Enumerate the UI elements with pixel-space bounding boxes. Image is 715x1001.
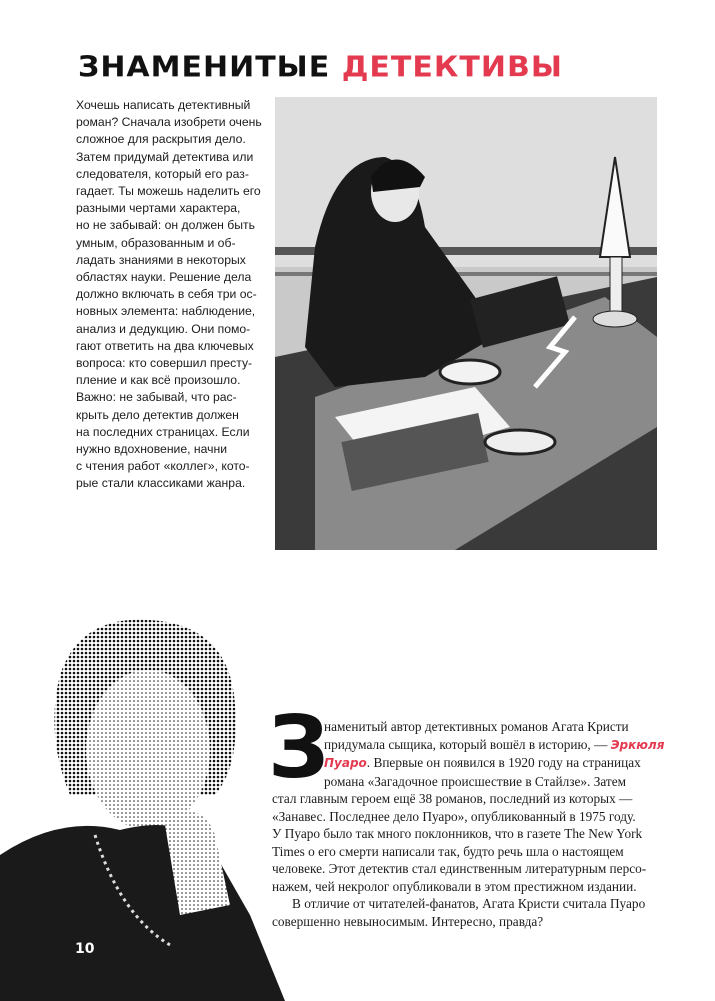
intro-line: но не забывай: он должен быть xyxy=(76,218,255,233)
article-line: совершенно невыносимым. Интересно, правда? xyxy=(272,913,544,929)
drop-cap: З xyxy=(268,698,330,798)
intro-paragraph xyxy=(76,97,271,493)
intro-line: Затем придумай детектива или xyxy=(76,149,254,164)
article-line: Times о его смерти написали так, будто речь шла о настоящем xyxy=(272,843,624,859)
article-text: придумала сыщика, который вошёл в историю, — xyxy=(324,736,611,752)
intro-line: нужно вдохновение, начни xyxy=(76,442,228,457)
intro-line: на последних страницах. Если xyxy=(76,424,250,439)
article-text: . Впервые он появился в 1920 году на страницах xyxy=(366,755,641,770)
intro-line: новных элемента: наблюдение, xyxy=(76,304,256,319)
intro-line: гадает. Ты можешь наделить его xyxy=(76,184,261,199)
intro-line: Важно: не забывай, что рас- xyxy=(76,390,237,405)
article-line: романа «Загадочное происшествие в Стайлзе». Затем xyxy=(324,773,627,789)
intro-line: должно включать в себя три ос- xyxy=(76,287,257,302)
article-line: У Пуаро было так много поклонников, что в газете The New York xyxy=(272,826,643,841)
intro-line: областях науки. Решение дела xyxy=(76,270,252,285)
intro-line: ладать знаниями в некоторых xyxy=(76,252,246,267)
agatha-christie-portrait xyxy=(0,615,285,1001)
detective-typewriter-illustration xyxy=(275,97,657,550)
intro-line: рые стали классиками жанра. xyxy=(76,476,246,491)
intro-line: пление и как всё произошло. xyxy=(76,373,241,388)
intro-line: следователя, который его раз- xyxy=(76,166,249,181)
article-line: человеке. Этот детектив стал единственным литературным персо- xyxy=(272,861,647,876)
title-part-red: ДЕТЕКТИВЫ xyxy=(341,50,563,85)
intro-line: с чтения работ «коллег», кото- xyxy=(76,459,250,474)
article-body xyxy=(272,718,672,930)
article-line xyxy=(272,754,672,773)
intro-line: крыть дело детектив должен xyxy=(76,407,239,422)
poirot-highlight: Пуаро xyxy=(324,756,367,770)
title-part-black: ЗНАМЕНИТЫЕ xyxy=(78,50,331,85)
article-line: «Занавес. Последнее дело Пуаро», опубликованный в 1975 году. xyxy=(272,808,636,824)
article-line: В отличие от читателей-фанатов, Агата Кристи считала Пуаро xyxy=(292,896,646,911)
page-number: 10 xyxy=(75,941,95,957)
article-line: стал главным героем ещё 38 романов, последний из которых — xyxy=(272,791,633,806)
intro-line: гают ответить на два ключевых xyxy=(76,338,254,353)
article-line xyxy=(272,736,672,755)
poirot-highlight: Эркюля xyxy=(610,737,665,752)
article-line: наменитый автор детективных романов Агата Кристи xyxy=(324,719,629,734)
intro-line: Хочешь написать детективный xyxy=(76,98,251,112)
intro-line: сложное для раскрытия дело. xyxy=(76,132,246,147)
article-line: нажем, чей некролог опубликовали в этом престижном издании. xyxy=(272,878,637,894)
intro-line: анализ и дедукцию. Они помо- xyxy=(76,321,251,336)
intro-line: вопроса: кто совершил престу- xyxy=(76,356,253,371)
intro-line: роман? Сначала изобрети очень xyxy=(76,115,262,130)
intro-line: умным, образованным и об- xyxy=(76,235,236,250)
page-title xyxy=(78,51,563,85)
intro-line: разными чертами характера, xyxy=(76,201,241,216)
